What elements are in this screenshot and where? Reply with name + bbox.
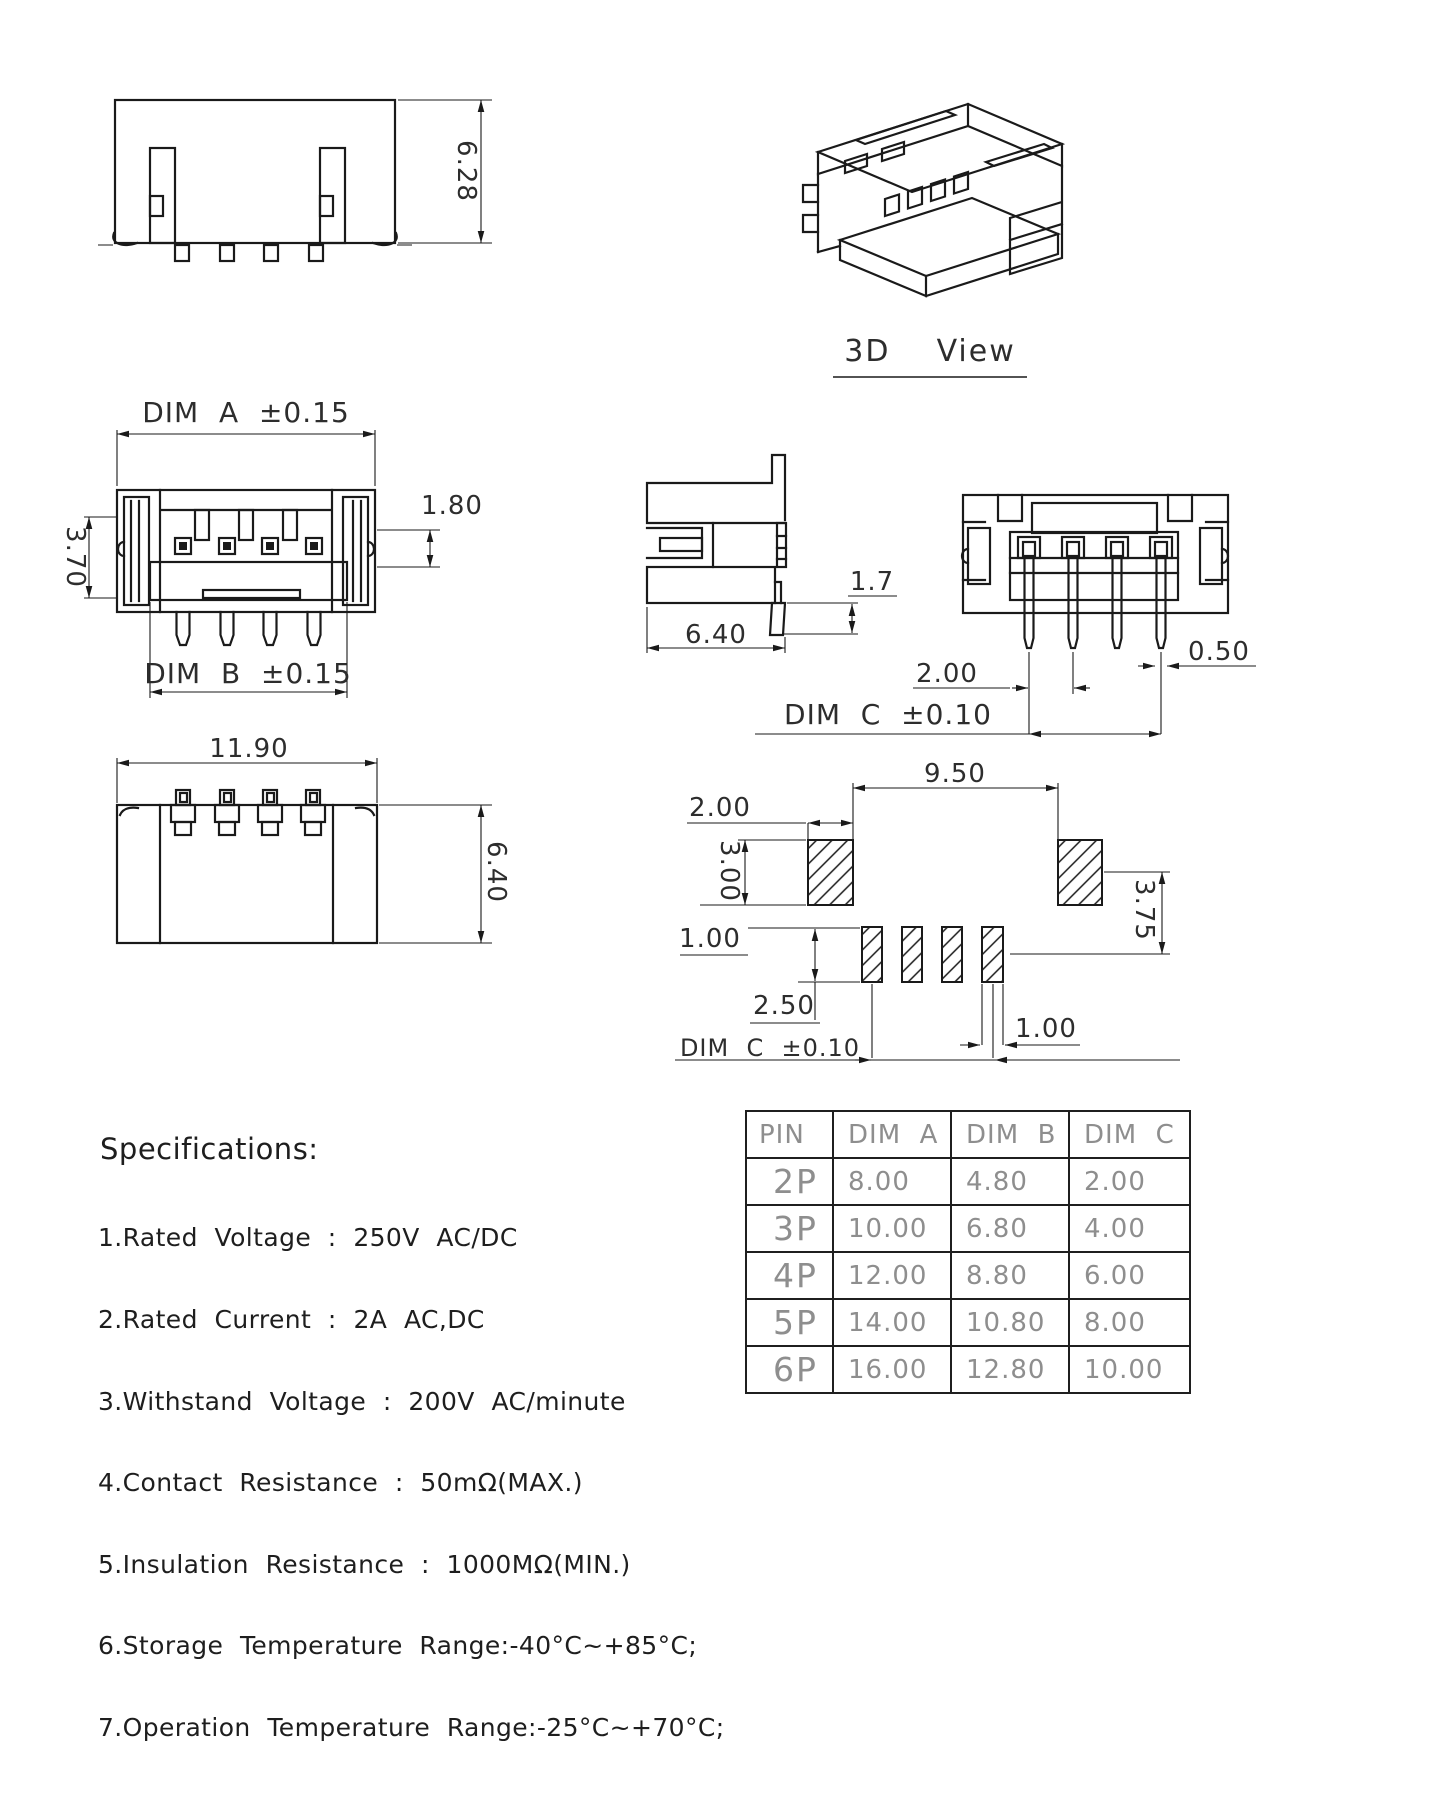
dim-11-90: 11.90 (209, 734, 289, 764)
cell-dim-b: 10.80 (951, 1299, 1069, 1346)
view-pad-layout-linework (675, 783, 1180, 1060)
dim-3-00: 3.00 (714, 840, 744, 902)
cell-pin: 4P (746, 1252, 833, 1299)
cell-dim-b: 4.80 (951, 1158, 1069, 1205)
dim-2-50: 2.50 (753, 991, 815, 1021)
cell-dim-a: 12.00 (833, 1252, 951, 1299)
table-header-row (746, 1111, 1190, 1158)
cell-pin: 5P (746, 1299, 833, 1346)
spec-item: 4.Contact Resistance : 50mΩ(MAX.) (98, 1468, 583, 1498)
dim-1-00-right: 1.00 (1015, 1014, 1077, 1044)
view-3d-label: 3D View (844, 334, 1016, 369)
cell-dim-a: 10.00 (833, 1205, 951, 1252)
table-row (746, 1346, 1190, 1393)
cell-dim-a: 8.00 (833, 1158, 951, 1205)
spec-item: 3.Withstand Voltage : 200V AC/minute (98, 1386, 626, 1416)
cell-dim-b: 12.80 (951, 1346, 1069, 1393)
cell-pin: 2P (746, 1158, 833, 1205)
table-row (746, 1205, 1190, 1252)
dim-2-00-pad: 2.00 (689, 793, 751, 823)
spec-item: 5.Insulation Resistance : 1000MΩ(MIN.) (98, 1549, 631, 1579)
view-front-elevation-linework (98, 100, 492, 261)
col-header-pin: PIN (746, 1111, 833, 1158)
dim-0-50: 0.50 (1188, 637, 1250, 667)
dim-9-50: 9.50 (924, 759, 986, 789)
dim-6-40-side: 6.40 (685, 620, 747, 650)
table-row (746, 1158, 1190, 1205)
pin-dimension-table (745, 1110, 1191, 1394)
col-header-dim-a: DIM A (833, 1111, 951, 1158)
view-top-linework (117, 758, 492, 943)
table-row (746, 1252, 1190, 1299)
cell-pin: 6P (746, 1346, 833, 1393)
dim-6-40-top: 6.40 (481, 841, 511, 903)
col-header-dim-b: DIM B (951, 1111, 1069, 1158)
dim-c-label-pad: DIM C ±0.10 (679, 1034, 861, 1062)
cell-dim-c: 4.00 (1069, 1205, 1190, 1252)
spec-item: 6.Storage Temperature Range:-40°C~+85°C; (98, 1631, 698, 1661)
cell-dim-a: 14.00 (833, 1299, 951, 1346)
cell-dim-b: 6.80 (951, 1205, 1069, 1252)
dim-3-75: 3.75 (1129, 879, 1159, 941)
dim-1-7: 1.7 (849, 567, 895, 597)
cell-dim-c: 8.00 (1069, 1299, 1190, 1346)
cell-dim-b: 8.80 (951, 1252, 1069, 1299)
dim-2-00-pitch: 2.00 (916, 659, 978, 689)
specifications-title: Specifications: (100, 1132, 319, 1166)
cell-dim-c: 10.00 (1069, 1346, 1190, 1393)
dim-3-70: 3.70 (60, 526, 90, 588)
specifications-list (98, 1170, 725, 1796)
cell-dim-c: 6.00 (1069, 1252, 1190, 1299)
cell-dim-a: 16.00 (833, 1346, 951, 1393)
dim-1-00-left: 1.00 (679, 924, 741, 954)
dim-c-label-pins: DIM C ±0.10 (784, 698, 992, 731)
spec-item: 2.Rated Current : 2A AC,DC (98, 1305, 485, 1335)
cell-pin: 3P (746, 1205, 833, 1252)
cell-dim-c: 2.00 (1069, 1158, 1190, 1205)
spec-item: 7.Operation Temperature Range:-25°C~+70°C; (98, 1713, 725, 1743)
dim-height-6-28: 6.28 (451, 140, 481, 202)
table-row (746, 1299, 1190, 1346)
col-header-dim-c: DIM C (1069, 1111, 1190, 1158)
dim-a-label: DIM A ±0.15 (142, 396, 350, 429)
spec-item: 1.Rated Voltage : 250V AC/DC (98, 1223, 518, 1253)
dim-b-label: DIM B ±0.15 (144, 657, 352, 690)
dim-1-80: 1.80 (421, 491, 483, 521)
